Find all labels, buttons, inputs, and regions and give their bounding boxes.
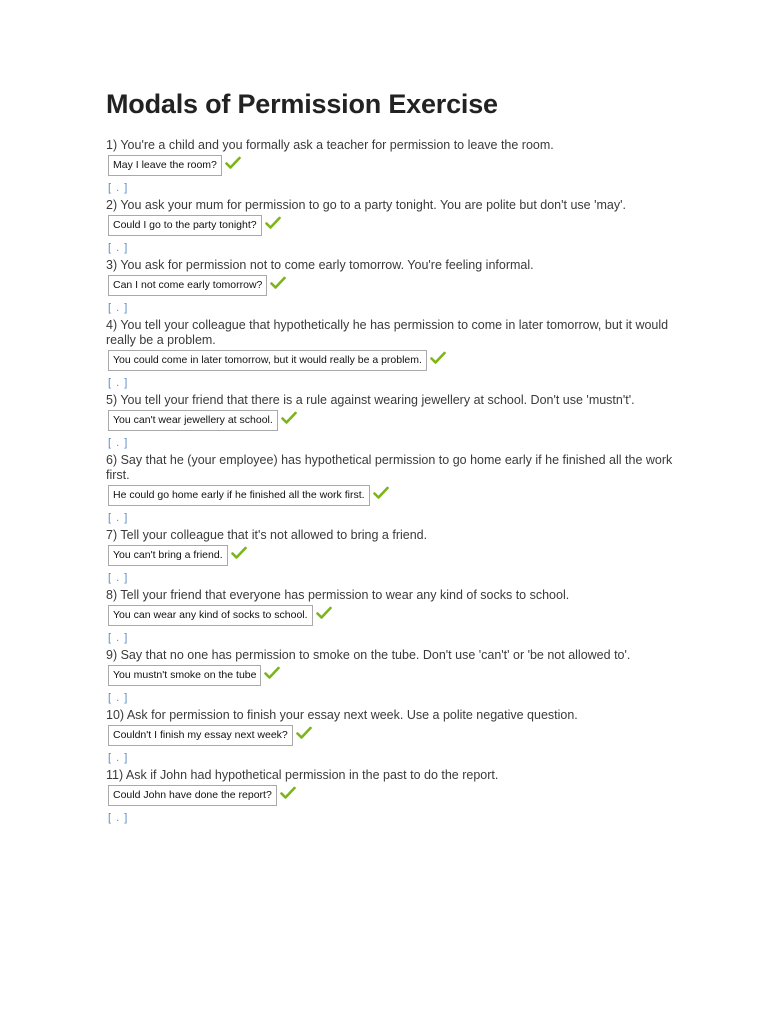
- answer-field[interactable]: May I leave the room?: [108, 155, 222, 176]
- checkmark-icon: [373, 486, 389, 500]
- question-item-4: [106, 318, 686, 390]
- checkmark-icon: [270, 276, 286, 290]
- hint-link[interactable]: [ . ]: [108, 692, 129, 704]
- exercise-page: [106, 84, 686, 828]
- hint-link[interactable]: [ . ]: [108, 632, 129, 644]
- question-prompt: 6) Say that he (your employee) has hypothetical permission to go home early if he finished all the work first.: [106, 453, 673, 482]
- answer-row: [108, 155, 686, 176]
- answer-row: [108, 410, 686, 431]
- question-prompt: 4) You tell your colleague that hypothetically he has permission to come in later tomorrow, but it would really be a problem.: [106, 318, 669, 347]
- answer-row: [108, 215, 686, 236]
- question-item-6: [106, 453, 686, 525]
- answer-row: [108, 785, 686, 806]
- answer-row: [108, 665, 686, 686]
- checkmark-icon: [265, 216, 281, 230]
- hint-link[interactable]: [ . ]: [108, 302, 129, 314]
- question-prompt: 9) Say that no one has permission to smoke on the tube. Don't use 'can't' or 'be not allowed to'.: [106, 648, 631, 662]
- question-item-3: [106, 258, 686, 315]
- hint-link[interactable]: [ . ]: [108, 182, 129, 194]
- question-prompt: 8) Tell your friend that everyone has permission to wear any kind of socks to school.: [106, 588, 570, 602]
- checkmark-icon: [225, 156, 241, 170]
- answer-field[interactable]: Can I not come early tomorrow?: [108, 275, 267, 296]
- question-prompt: 11) Ask if John had hypothetical permission in the past to do the report.: [106, 768, 499, 782]
- answer-field[interactable]: You can wear any kind of socks to school.: [108, 605, 313, 626]
- checkmark-icon: [316, 606, 332, 620]
- question-prompt: 3) You ask for permission not to come early tomorrow. You're feeling informal.: [106, 258, 534, 272]
- hint-link[interactable]: [ . ]: [108, 812, 129, 824]
- hint-link[interactable]: [ . ]: [108, 242, 129, 254]
- answer-field[interactable]: He could go home early if he finished all the work first.: [108, 485, 370, 506]
- question-prompt: 2) You ask your mum for permission to go to a party tonight. You are polite but don't use 'may'.: [106, 198, 626, 212]
- answer-field[interactable]: Could I go to the party tonight?: [108, 215, 262, 236]
- hint-link[interactable]: [ . ]: [108, 437, 129, 449]
- question-prompt: 10) Ask for permission to finish your essay next week. Use a polite negative question.: [106, 708, 578, 722]
- checkmark-icon: [264, 666, 280, 680]
- answer-field[interactable]: You can't bring a friend.: [108, 545, 228, 566]
- answer-field[interactable]: Couldn't I finish my essay next week?: [108, 725, 293, 746]
- hint-link[interactable]: [ . ]: [108, 512, 129, 524]
- checkmark-icon: [280, 786, 296, 800]
- question-item-10: [106, 708, 686, 765]
- question-item-9: [106, 648, 686, 705]
- answer-row: [108, 275, 686, 296]
- checkmark-icon: [430, 351, 446, 365]
- answer-field[interactable]: You can't wear jewellery at school.: [108, 410, 278, 431]
- answer-row: [108, 545, 686, 566]
- answer-field[interactable]: You mustn't smoke on the tube: [108, 665, 261, 686]
- question-prompt: 7) Tell your colleague that it's not allowed to bring a friend.: [106, 528, 428, 542]
- question-item-5: [106, 393, 686, 450]
- question-list: [106, 138, 686, 825]
- checkmark-icon: [296, 726, 312, 740]
- hint-link[interactable]: [ . ]: [108, 572, 129, 584]
- question-item-7: [106, 528, 686, 585]
- checkmark-icon: [281, 411, 297, 425]
- page-title: Modals of Permission Exercise: [106, 89, 498, 119]
- answer-row: [108, 725, 686, 746]
- question-prompt: 5) You tell your friend that there is a rule against wearing jewellery at school. Don't use 'mustn't'.: [106, 393, 635, 407]
- question-item-8: [106, 588, 686, 645]
- hint-link[interactable]: [ . ]: [108, 752, 129, 764]
- answer-field[interactable]: Could John have done the report?: [108, 785, 277, 806]
- question-prompt: 1) You're a child and you formally ask a teacher for permission to leave the room.: [106, 138, 554, 152]
- question-item-11: [106, 768, 686, 825]
- answer-row: [108, 605, 686, 626]
- answer-row: [108, 350, 686, 371]
- checkmark-icon: [231, 546, 247, 560]
- hint-link[interactable]: [ . ]: [108, 377, 129, 389]
- question-item-2: [106, 198, 686, 255]
- answer-row: [108, 485, 686, 506]
- question-item-1: [106, 138, 686, 195]
- answer-field[interactable]: You could come in later tomorrow, but it would really be a problem.: [108, 350, 427, 371]
